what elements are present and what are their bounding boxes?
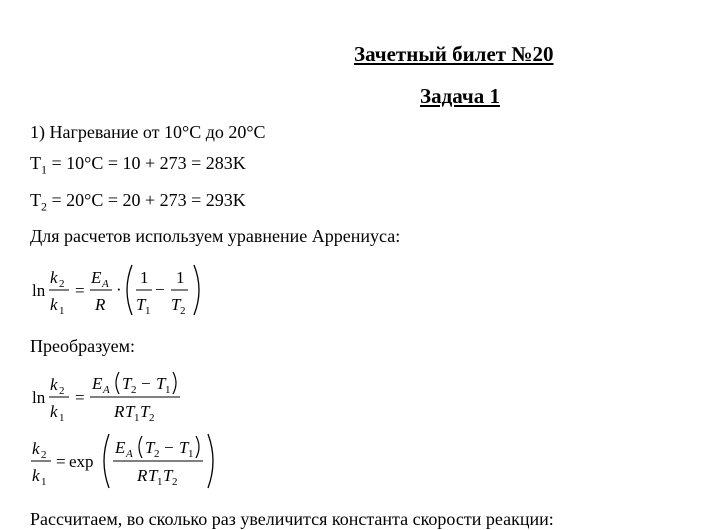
t-symbol: T [148, 466, 158, 485]
subscript-2: 2 [59, 385, 65, 397]
numerator-one: 1 [140, 268, 149, 287]
subscript-1: 1 [145, 305, 151, 317]
r-symbol: R [114, 402, 125, 421]
minus-sign: − [164, 438, 174, 457]
t2-symbol: T [30, 190, 41, 210]
minus-sign: − [155, 280, 165, 299]
subscript-2: 2 [149, 412, 155, 424]
t-symbol: T [163, 466, 173, 485]
k-symbol: k [50, 402, 58, 421]
k-symbol: k [32, 439, 40, 458]
right-paren [196, 436, 199, 458]
t1-subscript: 1 [41, 162, 47, 177]
subscript-a: A [126, 448, 133, 460]
t-symbol: T [179, 438, 189, 457]
exp-symbol: exp [69, 452, 94, 471]
subscript-2: 2 [41, 449, 47, 461]
ln-symbol: ln [32, 388, 46, 407]
subscript-1: 1 [134, 412, 140, 424]
left-paren [104, 434, 109, 488]
k-symbol: k [50, 295, 58, 314]
e-symbol: E [115, 438, 126, 457]
right-paren [208, 434, 213, 488]
subscript-1: 1 [157, 476, 163, 488]
t-symbol: T [140, 402, 150, 421]
t2-value: = 20°С = 20 + 273 = 293K [47, 190, 246, 210]
left-paren [139, 436, 142, 458]
transformed-equation [28, 368, 208, 428]
subscript-1: 1 [41, 476, 47, 488]
subscript-a: A [102, 278, 109, 290]
right-paren [173, 372, 176, 394]
ln-symbol: ln [32, 281, 46, 300]
subscript-2: 2 [131, 384, 137, 396]
arrhenius-equation [28, 258, 218, 322]
numerator-one: 1 [176, 268, 185, 287]
calc-intro: Рассчитаем, во сколько раз увеличится константа скорости реакции: [30, 509, 554, 529]
t-symbol: T [136, 295, 146, 314]
e-symbol: E [92, 374, 103, 393]
t1-symbol: T [30, 153, 41, 173]
subscript-2: 2 [154, 448, 160, 460]
subscript-2: 2 [180, 305, 186, 317]
t-symbol: T [122, 374, 132, 393]
subscript-1: 1 [59, 305, 65, 317]
subscript-1: 1 [165, 384, 171, 396]
t-symbol: T [125, 402, 135, 421]
e-symbol: E [91, 268, 102, 287]
dot-symbol: · [116, 280, 122, 299]
minus-sign: − [141, 374, 151, 393]
t-symbol: T [145, 438, 155, 457]
t1-value: = 10°С = 10 + 273 = 283K [47, 153, 246, 173]
left-paren [127, 265, 132, 315]
t-symbol: T [171, 295, 181, 314]
exponential-equation [28, 428, 228, 494]
t2-line [30, 190, 246, 215]
k-symbol: k [32, 466, 40, 485]
k-symbol: k [50, 375, 58, 394]
equals-sign: = [75, 281, 85, 300]
equals-sign: = [75, 388, 85, 407]
subscript-a: A [103, 384, 110, 396]
subscript-1: 1 [59, 412, 65, 424]
equals-sign: = [56, 452, 66, 471]
left-paren [116, 372, 119, 394]
heating-line: 1) Нагревание от 10°С до 20°С [30, 122, 266, 142]
k-symbol: k [50, 268, 58, 287]
ticket-title: Зачетный билет №20 [354, 42, 554, 66]
r-symbol: R [137, 466, 148, 485]
t2-subscript: 2 [41, 199, 47, 214]
arrhenius-intro: Для расчетов используем уравнение Аррениуса: [30, 226, 401, 246]
subscript-2: 2 [59, 278, 65, 290]
task-title: Задача 1 [420, 84, 500, 108]
subscript-2: 2 [172, 476, 178, 488]
transform-intro: Преобразуем: [30, 336, 136, 356]
t-symbol: T [156, 374, 166, 393]
right-paren [194, 265, 199, 315]
subscript-1: 1 [188, 448, 194, 460]
r-symbol: R [95, 295, 106, 314]
t1-line [30, 153, 246, 178]
